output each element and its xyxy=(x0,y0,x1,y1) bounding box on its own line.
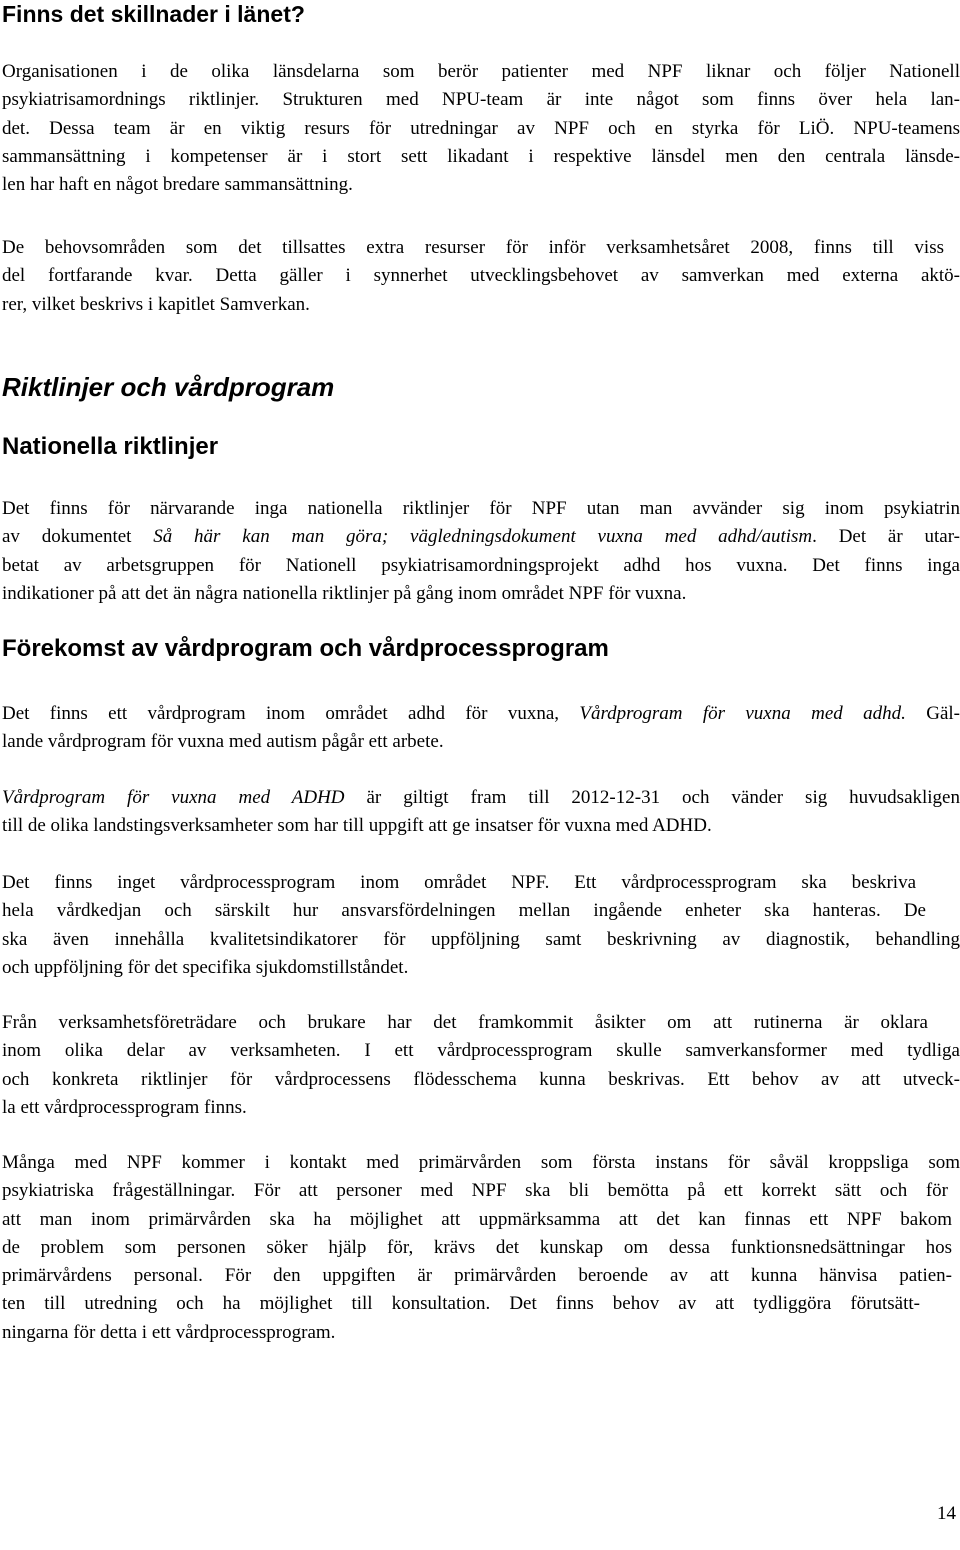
text-line: till de olika landstingsverksamheter som har till uppgift att ge insatser för vuxna med ADHD. xyxy=(2,815,712,837)
text-line: Från verksamhetsföreträdare och brukare har det framkommit åsikter om att rutinerna är oklara xyxy=(2,1012,928,1033)
text-line: del fortfarande kvar. Detta gäller i synnerhet utvecklingsbehovet av samverkan med externa aktö- xyxy=(2,265,960,287)
text-line: att man inom primärvården ska ha möjlighet att uppmärksamma att det kan finnas ett NPF bakom xyxy=(2,1208,952,1230)
paragraph-needs-areas xyxy=(2,234,960,319)
text-run: är giltigt fram till 2012-12-31 och vänder sig huvudsakligen xyxy=(344,787,960,808)
paragraph-national-guidelines xyxy=(2,495,960,608)
text-line: indikationer på att det än några nationella riktlinjer på gång inom området NPF för vuxna. xyxy=(2,582,687,604)
text-line: ten till utredning och ha möjlighet till konsultation. Det finns behov av att tydliggöra förutsätt- xyxy=(2,1293,920,1315)
text-line: psykiatriska frågeställningar. För att personer med NPF ska bli bemötta på ett korrekt sätt och för xyxy=(2,1180,948,1202)
text-line: hela vårdkedjan och särskilt hur ansvarsfördelningen mellan ingående enheter ska hanteras. De xyxy=(2,900,926,922)
chapter-heading-guidelines: Riktlinjer och vårdprogram xyxy=(2,372,335,402)
paragraph-opinions xyxy=(2,1009,960,1122)
text-line: primärvårdens personal. För den uppgiften är primärvården beroende av att kunna hänvisa patien- xyxy=(2,1265,952,1287)
text-line: inom olika delar av verksamheten. I ett vårdprocessprogram skulle samverkansformer med tydliga xyxy=(2,1040,960,1062)
text-line: och uppföljning för det specifika sjukdomstillståndet. xyxy=(2,956,409,978)
text-line: och konkreta riktlinjer för vårdprocessens flödesschema kunna beskrivas. Ett behov av att utveck- xyxy=(2,1068,960,1090)
text-line: Många med NPF kommer i kontakt med primärvården som första instans för såväl kroppsliga som xyxy=(2,1152,960,1173)
text-line xyxy=(2,784,960,812)
text-line: psykiatrisamordnings riktlinjer. Strukturen med NPU-team är inte något som finns över hela lan- xyxy=(2,89,960,111)
page-number: 14 xyxy=(937,1503,956,1524)
text-run: Det finns ett vårdprogram inom området adhd för vuxna, xyxy=(2,703,580,724)
text-line: la ett vårdprocessprogram finns. xyxy=(2,1096,247,1118)
text-line: det. Dessa team är en viktig resurs för utredningar av NPF och en styrka för LiÖ. NPU-teamens xyxy=(2,117,960,139)
text-line: De behovsområden som det tillsattes extra resurser för inför verksamhetsåret 2008, finns till viss xyxy=(2,237,944,258)
text-line: ska även innehålla kvalitetsindikatorer för uppföljning samt beskrivning av diagnostik, behandling xyxy=(2,928,960,950)
section-heading-differences: Finns det skillnader i länet? xyxy=(2,1,305,27)
text-line xyxy=(2,700,960,728)
program-title-italic: Vårdprogram för vuxna med ADHD xyxy=(2,787,345,808)
paragraph-organisation xyxy=(2,58,960,199)
text-line: de problem som personen söker hjälp för, krävs det kunskap om dessa funktionsnedsättningar hos xyxy=(2,1236,952,1258)
text-line: Organisationen i de olika länsdelarna som berör patienter med NPF liknar och följer Nationell xyxy=(2,61,960,82)
text-run: . Det är utar- xyxy=(812,526,960,548)
section-heading-care-programs: Förekomst av vårdprogram och vårdprocessprogram xyxy=(2,635,609,662)
paragraph-primary-care xyxy=(2,1149,960,1347)
section-heading-national-guidelines: Nationella riktlinjer xyxy=(2,433,219,460)
text-line: betat av arbetsgruppen för Nationell psykiatrisamordningsprojekt adhd hos vuxna. Det finns inga xyxy=(2,554,960,576)
text-line: len har haft en något bredare sammansättning. xyxy=(2,174,353,196)
text-line xyxy=(2,523,960,551)
text-line: sammansättning i kompetenser är i stort sett likadant i respektive länsdel men den centrala länsde- xyxy=(2,145,960,167)
text-line: ningarna för detta i ett vårdprocessprogram. xyxy=(2,1321,336,1343)
text-line: rer, vilket beskrivs i kapitlet Samverkan. xyxy=(2,293,310,315)
text-line: Det finns inget vårdprocessprogram inom området NPF. Ett vårdprocessprogram ska beskriva xyxy=(2,872,916,893)
program-title-italic: Vårdprogram för vuxna med adhd. xyxy=(579,703,906,724)
document-title-italic: Så här kan man göra; vägledningsdokument vuxna med adhd/autism xyxy=(153,526,813,548)
text-line: Det finns för närvarande inga nationella riktlinjer för NPF utan man avvänder sig inom psykiatrin xyxy=(2,498,960,519)
text-run: av dokumentet xyxy=(2,526,154,548)
paragraph-no-process-program xyxy=(2,869,960,982)
paragraph-program-validity xyxy=(2,784,960,841)
text-line: lande vårdprogram för vuxna med autism pågår ett arbete. xyxy=(2,731,444,753)
paragraph-care-program xyxy=(2,700,960,757)
text-run: Gäl- xyxy=(905,703,960,724)
